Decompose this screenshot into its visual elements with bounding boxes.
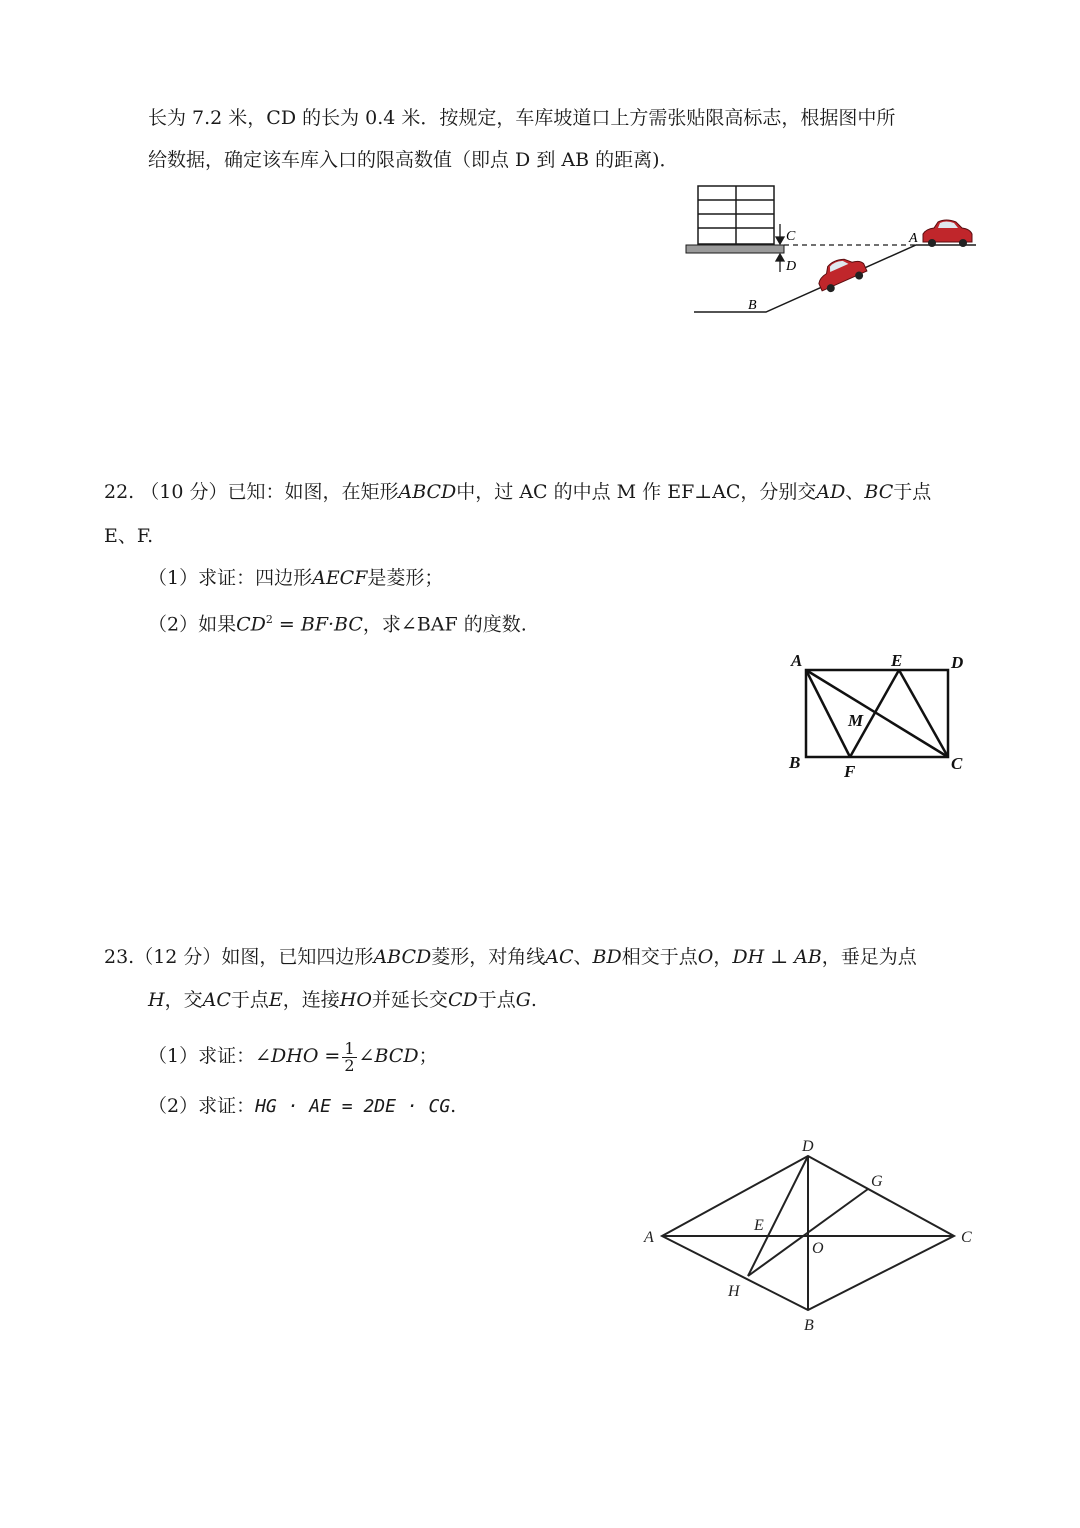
label-A: A	[909, 231, 918, 246]
p22-q1-pre: （1）求证：四边形	[148, 567, 313, 589]
p21-line-2: 给数据，确定该车库入口的限高数值（即点 D 到 AB 的距离)．	[148, 149, 679, 171]
label-H: H	[728, 1283, 740, 1300]
p23-bd: BD	[592, 946, 622, 968]
p22-rect: ABCD	[398, 481, 457, 503]
p23-q1-end: ；	[418, 1045, 438, 1067]
p23-q2-end: .	[450, 1095, 457, 1117]
label-F: F	[844, 762, 856, 781]
p22-q2-cd: CD	[236, 613, 266, 636]
p22-q2	[148, 608, 527, 636]
p23-ac: AC	[545, 946, 574, 968]
p23-l2-e: E	[268, 989, 283, 1011]
p22-head-end: 于点	[893, 481, 932, 503]
p23-q1-pre: （1）求证：	[148, 1045, 256, 1067]
p23-o: O	[697, 946, 714, 968]
p23-l2-ac: AC	[202, 989, 231, 1011]
garage-figure	[680, 182, 980, 318]
p23-comma: ，	[713, 946, 733, 968]
p23-head-b: 相交于点	[621, 946, 698, 968]
label-B: B	[789, 753, 801, 772]
rhombus-figure	[636, 1134, 982, 1340]
p23-q2-pre: （2）求证：	[148, 1095, 256, 1117]
p23-l2-c: ，连接	[282, 989, 340, 1011]
label-O: O	[812, 1240, 824, 1257]
label-E: E	[891, 651, 903, 670]
frac-num: 1	[344, 1038, 355, 1058]
p22-q2-post: ，求∠BAF 的度数.	[362, 613, 527, 636]
p23-l2-d: 并延长交	[371, 989, 448, 1011]
p23-l2-ho: HO	[339, 989, 372, 1011]
p23-q2	[148, 1094, 456, 1119]
rectangle-figure	[780, 644, 980, 784]
p22-q2-bf: BF·BC	[300, 613, 363, 636]
label-C: C	[786, 229, 796, 244]
p23-head-a: 菱形，对角线	[431, 946, 546, 968]
label-M: M	[848, 711, 864, 730]
p23-l2-b: 于点	[230, 989, 269, 1011]
p22-heading	[104, 480, 931, 504]
garage-building	[698, 186, 774, 244]
p23-l2-g: G	[515, 989, 531, 1011]
p22-q1-post: 是菱形；	[367, 567, 444, 589]
car-top-icon	[923, 220, 972, 247]
label-A: A	[644, 1229, 654, 1246]
p22-line-2: E、F.	[104, 525, 154, 547]
p23-q1-rhs: ∠BCD	[358, 1045, 419, 1067]
garage-slab	[686, 245, 784, 253]
car-ramp-icon	[813, 251, 869, 296]
label-D: D	[802, 1138, 814, 1155]
label-E: E	[754, 1217, 764, 1234]
p23-l2-e2: 于点	[477, 989, 516, 1011]
label-D: D	[951, 653, 964, 672]
p23-q2-eq: HG · AE = 2DE · CG	[255, 1096, 451, 1117]
p22-q2-sup: 2	[265, 613, 273, 626]
p23-heading	[104, 945, 917, 969]
p22-q1	[148, 566, 443, 590]
p23-sep: 、	[573, 946, 593, 968]
fraction-one-half	[342, 1038, 356, 1075]
label-B: B	[748, 298, 757, 313]
p23-dh: DH ⊥ AB	[732, 946, 822, 968]
label-B: B	[804, 1317, 814, 1334]
p23-l2-cd: CD	[447, 989, 478, 1011]
p22-sep: 、	[845, 481, 865, 503]
label-C: C	[961, 1229, 972, 1246]
p22-bc: BC	[864, 481, 894, 503]
segment-DH	[748, 1156, 808, 1276]
segment-EC	[899, 670, 948, 757]
p23-rhombus: ABCD	[373, 946, 432, 968]
label-A: A	[791, 651, 803, 670]
p22-head-num: 22. （10 分）已知：如图，在矩形	[104, 481, 399, 503]
p22-head-mid: 中，过 AC 的中点 M 作 EF⊥AC，分别交	[456, 481, 817, 503]
p22-q1-it: AECF	[312, 567, 368, 589]
p23-l2-a: ，交	[164, 989, 203, 1011]
p22-ad: AD	[816, 481, 846, 503]
p23-l2-end: .	[530, 989, 537, 1011]
p23-q1-lhs: ∠DHO =	[255, 1045, 341, 1067]
label-D: D	[786, 259, 797, 274]
p22-q2-eq: =	[272, 613, 301, 636]
frac-den: 2	[344, 1055, 355, 1075]
label-C: C	[951, 754, 963, 773]
label-G: G	[871, 1173, 883, 1190]
p23-q1	[148, 1038, 438, 1074]
p23-head-c: ，垂足为点	[821, 946, 917, 968]
p23-head-num: 23.（12 分）如图，已知四边形	[104, 946, 374, 968]
p23-l2-h: H	[148, 989, 165, 1011]
p21-line-1: 长为 7.2 米，CD 的长为 0.4 米．按规定，车库坡道口上方需张贴限高标志，根据图中所	[148, 107, 896, 129]
p22-q2-pre: （2）如果	[148, 613, 237, 636]
p23-line-2	[148, 988, 537, 1012]
